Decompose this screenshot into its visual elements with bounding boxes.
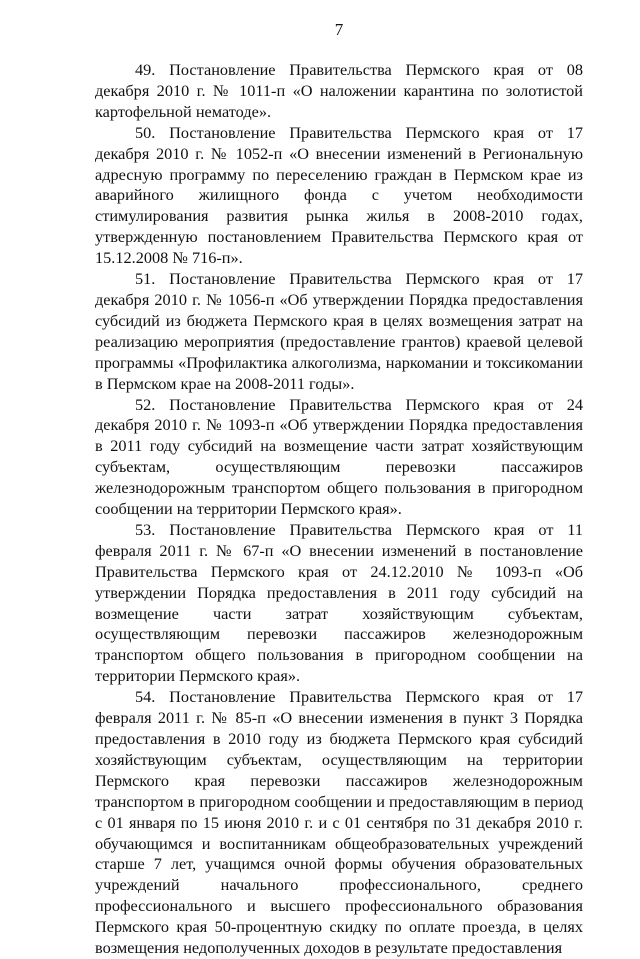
list-item-52: 52. Постановление Правительства Пермского края от 24 декабря 2010 г. № 1093-п «Об утверждении Порядка предоставления в 2011 году субсидий на возмещение части затрат хозяйствующим субъектам, осуществляющим перевозки пассажиров железнодорожным транспортом общего пользования в пригородном сообщении на территории Пермского края». (95, 394, 583, 519)
list-item-53: 53. Постановление Правительства Пермского края от 11 февраля 2011 г. № 67-п «О внесении изменений в постановление Правительства Пермского края от 24.12.2010 № 1093-п «Об утверждении Порядка предоставления в 2011 году субсидий на возмещение части затрат хозяйствующим субъектам, осуществляющим перевозки пассажиров железнодорожным транспортом общего пользования в пригородном сообщении на территории Пермского края». (95, 519, 583, 686)
list-item-51: 51. Постановление Правительства Пермского края от 17 декабря 2010 г. № 1056-п «Об утверждении Порядка предоставления субсидий из бюджета Пермского края в целях возмещения затрат на реализацию мероприятия (предоставление грантов) краевой целевой программы «Профилактика алкоголизма, наркомании и токсикомании в Пермском крае на 2008-2011 годы». (95, 269, 583, 393)
page-number: 7 (334, 20, 344, 39)
list-item-54: 54. Постановление Правительства Пермского края от 17 февраля 2011 г. № 85-п «О внесении изменения в пункт 3 Порядка предоставления в 2010 году из бюджета Пермского края субсидий хозяйствующим субъектам, осуществляющим на территории Пермского края перевозки пассажиров железнодорожным транспортом в пригородном сообщении и предоставляющим в период с 01 января по 15 июня 2010 г. и с 01 сентября по 31 декабря 2010 г. обучающимся и воспитанникам общеобразовательных учреждений старше 7 лет, учащимся очной формы обучения образовательных учреждений начального профессионального, среднего профессионального и высшего профессионального образования Пермского края 50-процентную скидку по оплате проезда, в целях возмещения недополученных доходов в результате предоставления (95, 687, 583, 958)
document-page (95, 20, 583, 959)
list-item-49: 49. Постановление Правительства Пермского края от 08 декабря 2010 г. № 1011-п «О наложении карантина по золотистой картофельной нематоде». (95, 60, 583, 121)
list-item-50: 50. Постановление Правительства Пермского края от 17 декабря 2010 г. № 1052-п «О внесении изменений в Региональную адресную программу по переселению граждан в Пермском крае из аварийного жилищного фонда с учетом необходимости стимулирования развития рынка жилья в 2008-2010 годах, утвержденную постановлением Правительства Пермского края от 15.12.2008 № 716-п». (95, 122, 583, 268)
